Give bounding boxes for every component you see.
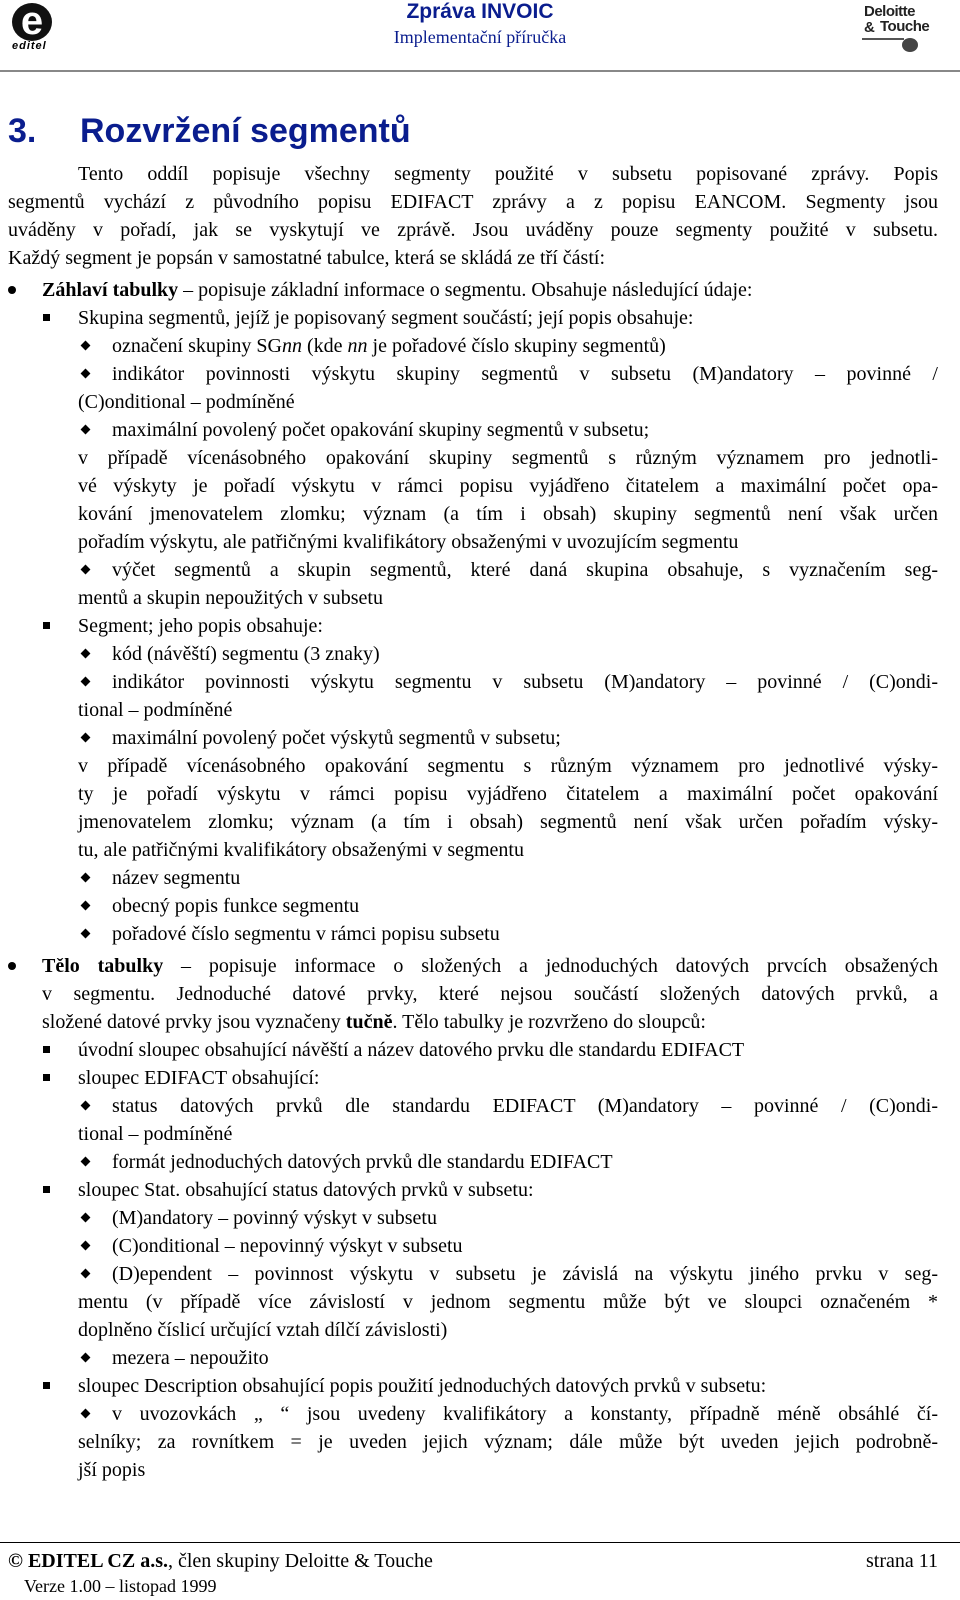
diamond-bullet-icon xyxy=(81,369,91,379)
b1-line: indikátor povinnosti výskytu segmentu v subsetu (M)andatory – povinné / (C)ondi- xyxy=(112,671,938,693)
diamond-bullet-icon xyxy=(81,1409,91,1419)
diamond-bullet-icon xyxy=(81,1101,91,1111)
diamond-bullet-icon xyxy=(81,901,91,911)
editel-logo-text: editel xyxy=(12,40,47,52)
deloitte-logo-line2: Touche xyxy=(880,18,930,35)
diamond-bullet-icon xyxy=(81,873,91,883)
header-divider xyxy=(0,70,960,72)
b2-line: úvodní sloupec obsahující návěští a název datového prvku dle standardu EDIFACT xyxy=(78,1039,745,1061)
b2-line: (C)onditional – nepovinný výskyt v subsetu xyxy=(112,1235,463,1257)
diamond-bullet-icon xyxy=(81,565,91,575)
b2-line: sloupec Description obsahující popis použití jednoduchých datových prvků v subsetu: xyxy=(78,1375,767,1397)
logo-mark-icon xyxy=(902,38,918,52)
diamond-bullet-icon xyxy=(81,733,91,743)
deloitte-touche-logo xyxy=(862,3,930,54)
b1-line-sg xyxy=(112,332,666,360)
b1-line: v případě vícenásobného opakování skupiny segmentů s různým významem pro jednotli- xyxy=(78,447,938,469)
diamond-bullet-icon xyxy=(81,1213,91,1223)
b1-line: kód (návěští) segmentu (3 znaky) xyxy=(112,643,380,665)
b1-line: (C)onditional – podmíněné xyxy=(78,391,295,413)
b2-line: v segmentu. Jednoduché datové prvky, které nejsou součástí složených datových prvků, a xyxy=(42,983,938,1005)
page-number: strana 11 xyxy=(865,1550,938,1572)
square-bullet-icon xyxy=(43,1382,50,1389)
b2-bold: tučně xyxy=(345,1011,393,1033)
footer-divider xyxy=(0,1542,960,1543)
diamond-bullet-icon xyxy=(81,341,91,351)
b2-line: formát jednoduchých datových prvků dle standardu EDIFACT xyxy=(112,1151,613,1173)
footer-company: © EDITEL CZ a.s. xyxy=(8,1550,168,1572)
b1-line: maximální povolený počet opakování skupiny segmentů v subsetu; xyxy=(112,419,650,441)
b1-heading-line xyxy=(42,276,752,304)
logo-bar xyxy=(862,38,904,40)
b2-text: . Tělo tabulky je rozvrženo do sloupců: xyxy=(392,1011,706,1033)
b2-line xyxy=(42,1008,706,1036)
b1-line: tu, ale patřičnými kvalifikátory obsaženými v segmentu xyxy=(78,839,524,861)
b1-line: mentů a skupin nepoužitých v subsetu xyxy=(78,587,383,609)
b2-line: status datových prvků dle standardu EDIFACT (M)andatory – povinné / (C)ondi- xyxy=(112,1095,938,1117)
b1-line: kování jmenovatelem zlomku; význam (a tím i obsah) skupiny segmentů není však určen xyxy=(78,503,938,525)
b2-line: tional – podmíněné xyxy=(78,1123,233,1145)
square-bullet-icon xyxy=(43,1186,50,1193)
b2-line: (M)andatory – povinný výskyt v subsetu xyxy=(112,1207,437,1229)
b1-line: tional – podmíněné xyxy=(78,699,233,721)
intro-line: Tento oddíl popisuje všechny segmenty použité v subsetu popisované zprávy. Popis xyxy=(78,163,938,185)
b1-line: vé výskyty je pořadí výskytu v rámci popisu vyjádřeno čitatelem a maximální počet opa- xyxy=(78,475,938,497)
b2-line: (D)ependent – povinnost výskytu v subsetu je závislá na výskytu jiného prvku v seg- xyxy=(112,1263,938,1285)
b2-bold-term: Tělo tabulky xyxy=(42,955,164,977)
b2-line: doplněno číslicí určující vztah dílčí závislosti) xyxy=(78,1319,448,1341)
diamond-bullet-icon xyxy=(81,1269,91,1279)
footer-copyright xyxy=(8,1550,433,1573)
section-number: 3. xyxy=(8,112,37,150)
b2-line: selníky; za rovnítkem = je uveden jejich význam; dále může být uveden jejich podrobně- xyxy=(78,1431,938,1453)
b1-rest: – popisuje základní informace o segmentu. Obsahuje následující údaje: xyxy=(178,279,753,301)
b1-line: v případě vícenásobného opakování segmentu s různým významem pro jednotlivé výsky- xyxy=(78,755,938,777)
b1-line: výčet segmentů a skupin segmentů, které daná skupina obsahuje, s vyznačením seg- xyxy=(112,559,938,581)
footer-version: Verze 1.00 – listopad 1999 xyxy=(24,1576,217,1596)
b1-text: označení skupiny SG xyxy=(112,335,282,357)
deloitte-logo-line1: Deloitte & xyxy=(864,3,916,36)
intro-line: Každý segment je popsán v samostatné tabulce, která se skládá ze tří částí: xyxy=(8,247,606,269)
footer-member: , člen skupiny Deloitte & Touche xyxy=(168,1550,433,1572)
b1-line: ty je pořadí výskytu v rámci popisu vyjádřeno čitatelem a maximální počet opakování xyxy=(78,783,938,805)
b1-line: Skupina segmentů, jejíž je popisovaný segment součástí; její popis obsahuje: xyxy=(78,307,694,329)
document-subtitle: Implementační příručka xyxy=(393,27,567,47)
b2-line: sloupec Stat. obsahující status datových prvků v subsetu: xyxy=(78,1179,534,1201)
editel-logo-glyph: e xyxy=(12,3,52,41)
square-bullet-icon xyxy=(43,314,50,321)
diamond-bullet-icon xyxy=(81,929,91,939)
b1-italic: nn xyxy=(281,335,302,357)
b1-line: jmenovatelem zlomku; význam (a tím i obsah) segmentů není však určen pořadím výsky- xyxy=(78,811,938,833)
b1-line: obecný popis funkce segmentu xyxy=(112,895,360,917)
section-heading xyxy=(8,112,411,151)
b2-text: složené datové prvky jsou vyznačeny xyxy=(42,1011,346,1033)
square-bullet-icon xyxy=(43,1074,50,1081)
square-bullet-icon xyxy=(43,622,50,629)
intro-line: segmentů vychází z původního popisu EDIFACT zprávy a z popisu EANCOM. Segmenty jsou xyxy=(8,191,938,213)
b2-line: v uvozovkách „ “ jsou uvedeny kvalifikátory a konstanty, případně méně obsáhlé čí- xyxy=(112,1403,938,1425)
b2-line: sloupec EDIFACT obsahující: xyxy=(78,1067,320,1089)
b1-line: Segment; jeho popis obsahuje: xyxy=(78,615,323,637)
b1-line: pořadím výskytu, ale patřičnými kvalifikátory obsaženými v uvozujícím segmentu xyxy=(78,531,739,553)
diamond-bullet-icon xyxy=(81,1353,91,1363)
diamond-bullet-icon xyxy=(81,425,91,435)
diamond-bullet-icon xyxy=(81,677,91,687)
b1-bold-term: Záhlaví tabulky xyxy=(42,279,179,301)
diamond-bullet-icon xyxy=(81,649,91,659)
bullet-dot-icon xyxy=(8,286,16,294)
b2-line: mentu (v případě více závislostí v jednom segmentu může být ve sloupci označeném * xyxy=(78,1291,938,1313)
square-bullet-icon xyxy=(43,1046,50,1053)
b1-line: název segmentu xyxy=(112,867,241,889)
b1-text: (kde xyxy=(301,335,348,357)
b1-line: indikátor povinnosti výskytu skupiny segmentů v subsetu (M)andatory – povinné / xyxy=(112,363,938,385)
intro-line: uváděny v pořadí, jak se vyskytují ve zprávě. Jsou uváděny pouze segmenty použité v subsetu. xyxy=(8,219,938,241)
b2-line: jší popis xyxy=(78,1459,146,1481)
document-title: Zpráva INVOIC xyxy=(406,0,554,23)
b1-line: maximální povolený počet výskytů segmentů v subsetu; xyxy=(112,727,561,749)
b2-line: mezera – nepoužito xyxy=(112,1347,269,1369)
b1-italic: nn xyxy=(347,335,368,357)
diamond-bullet-icon xyxy=(81,1157,91,1167)
b1-line: pořadové číslo segmentu v rámci popisu subsetu xyxy=(112,923,500,945)
bullet-dot-icon xyxy=(8,962,16,970)
diamond-bullet-icon xyxy=(81,1241,91,1251)
b2-heading-line xyxy=(42,952,938,980)
b2-rest: – popisuje informace o složených a jednoduchých datových prvcích obsažených xyxy=(163,955,939,977)
b1-text: je pořadové číslo skupiny segmentů) xyxy=(367,335,666,357)
section-title: Rozvržení segmentů xyxy=(80,112,411,150)
